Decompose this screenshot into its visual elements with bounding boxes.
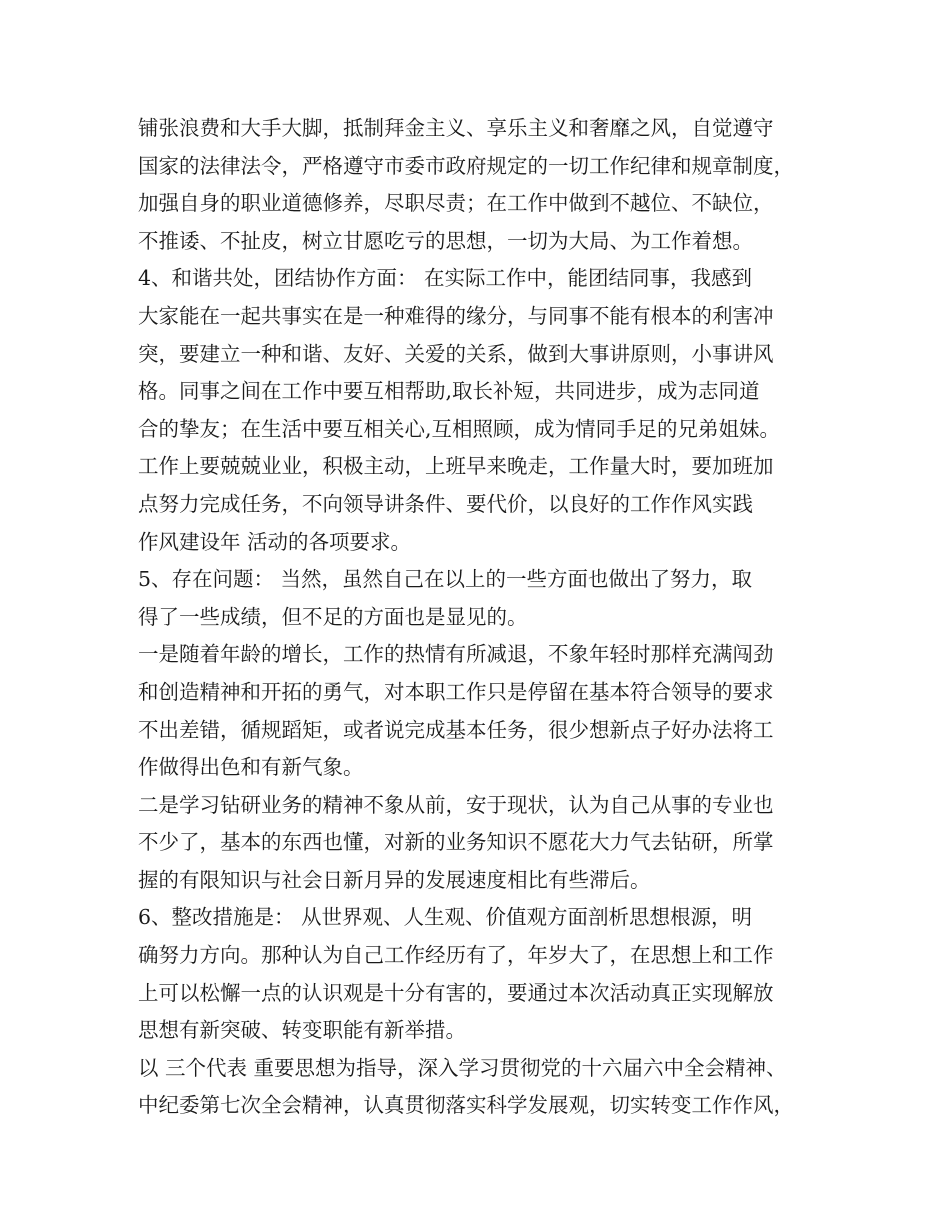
text-line: 握的有限知识与社会日新月异的发展速度相比有些滞后。 xyxy=(138,867,651,892)
text-line: 不少了，基本的东西也懂，对新的业务知识不愿花大力气去钻研，所掌 xyxy=(138,830,774,855)
text-line: 点努力完成任务，不向领导讲条件、要代价，以良好的工作作风实践 xyxy=(138,491,753,516)
text-line: 大家能在一起共事实在是一种难得的缘分，与同事不能有根本的利害冲 xyxy=(138,303,774,328)
text-line: 一是随着年龄的增长，工作的热情有所减退，不象年轻时那样充满闯劲 xyxy=(138,642,774,667)
text-line: 中纪委第七次全会精神，认真贯彻落实科学发展观，切实转变工作作风， xyxy=(138,1093,794,1118)
text-line: 作风建设年 活动的各项要求。 xyxy=(138,529,412,554)
text-line: 突，要建立一种和谐、友好、关爱的关系，做到大事讲原则，小事讲风 xyxy=(138,341,774,366)
text-line: 5、存在问题： 当然，虽然自己在以上的一些方面也做出了努力，取 xyxy=(138,567,753,592)
text-line: 不推诿、不扯皮，树立甘愿吃亏的思想，一切为大局、为工作着想。 xyxy=(138,228,753,253)
text-line: 以 三个代表 重要思想为指导，深入学习贯彻党的十六届六中全会精神、 xyxy=(138,1055,787,1080)
text-line: 6、整改措施是： 从世界观、人生观、价值观方面剖析思想根源，明 xyxy=(138,905,753,930)
document-body xyxy=(138,110,838,1125)
text-line: 铺张浪费和大手大脚，抵制拜金主义、享乐主义和奢靡之风，自觉遵守 xyxy=(138,116,774,140)
text-line: 4、和谐共处，团结协作方面： 在实际工作中，能团结同事，我感到 xyxy=(138,266,753,291)
text-line: 不出差错，循规蹈矩，或者说完成基本任务，很少想新点子好办法将工 xyxy=(138,717,774,742)
text-line: 合的挚友；在生活中要互相关心,互相照顾，成为情同手足的兄弟姐妹。 xyxy=(138,416,781,441)
text-line: 加强自身的职业道德修养，尽职尽责；在工作中做到不越位、不缺位， xyxy=(138,191,774,216)
text-line: 二是学习钻研业务的精神不象从前，安于现状，认为自己从事的专业也 xyxy=(138,792,774,817)
text-line: 工作上要兢兢业业，积极主动，上班早来晚走，工作量大时，要加班加 xyxy=(138,454,774,479)
text-line: 和创造精神和开拓的勇气，对本职工作只是停留在基本符合领导的要求 xyxy=(138,679,774,704)
text-line: 作做得出色和有新气象。 xyxy=(138,755,364,780)
text-line: 上可以松懈一点的认识观是十分有害的，要通过本次活动真正实现解放 xyxy=(138,980,774,1005)
text-line: 得了一些成绩，但不足的方面也是显见的。 xyxy=(138,604,528,629)
text-line: 国家的法律法令，严格遵守市委市政府规定的一切工作纪律和规章制度， xyxy=(138,153,794,178)
text-line: 思想有新突破、转变职能有新举措。 xyxy=(138,1018,466,1043)
text-line: 确努力方向。那种认为自己工作经历有了，年岁大了，在思想上和工作 xyxy=(138,943,774,968)
text-line: 格。同事之间在工作中要互相帮助,取长补短，共同进步，成为志同道 xyxy=(138,379,760,404)
